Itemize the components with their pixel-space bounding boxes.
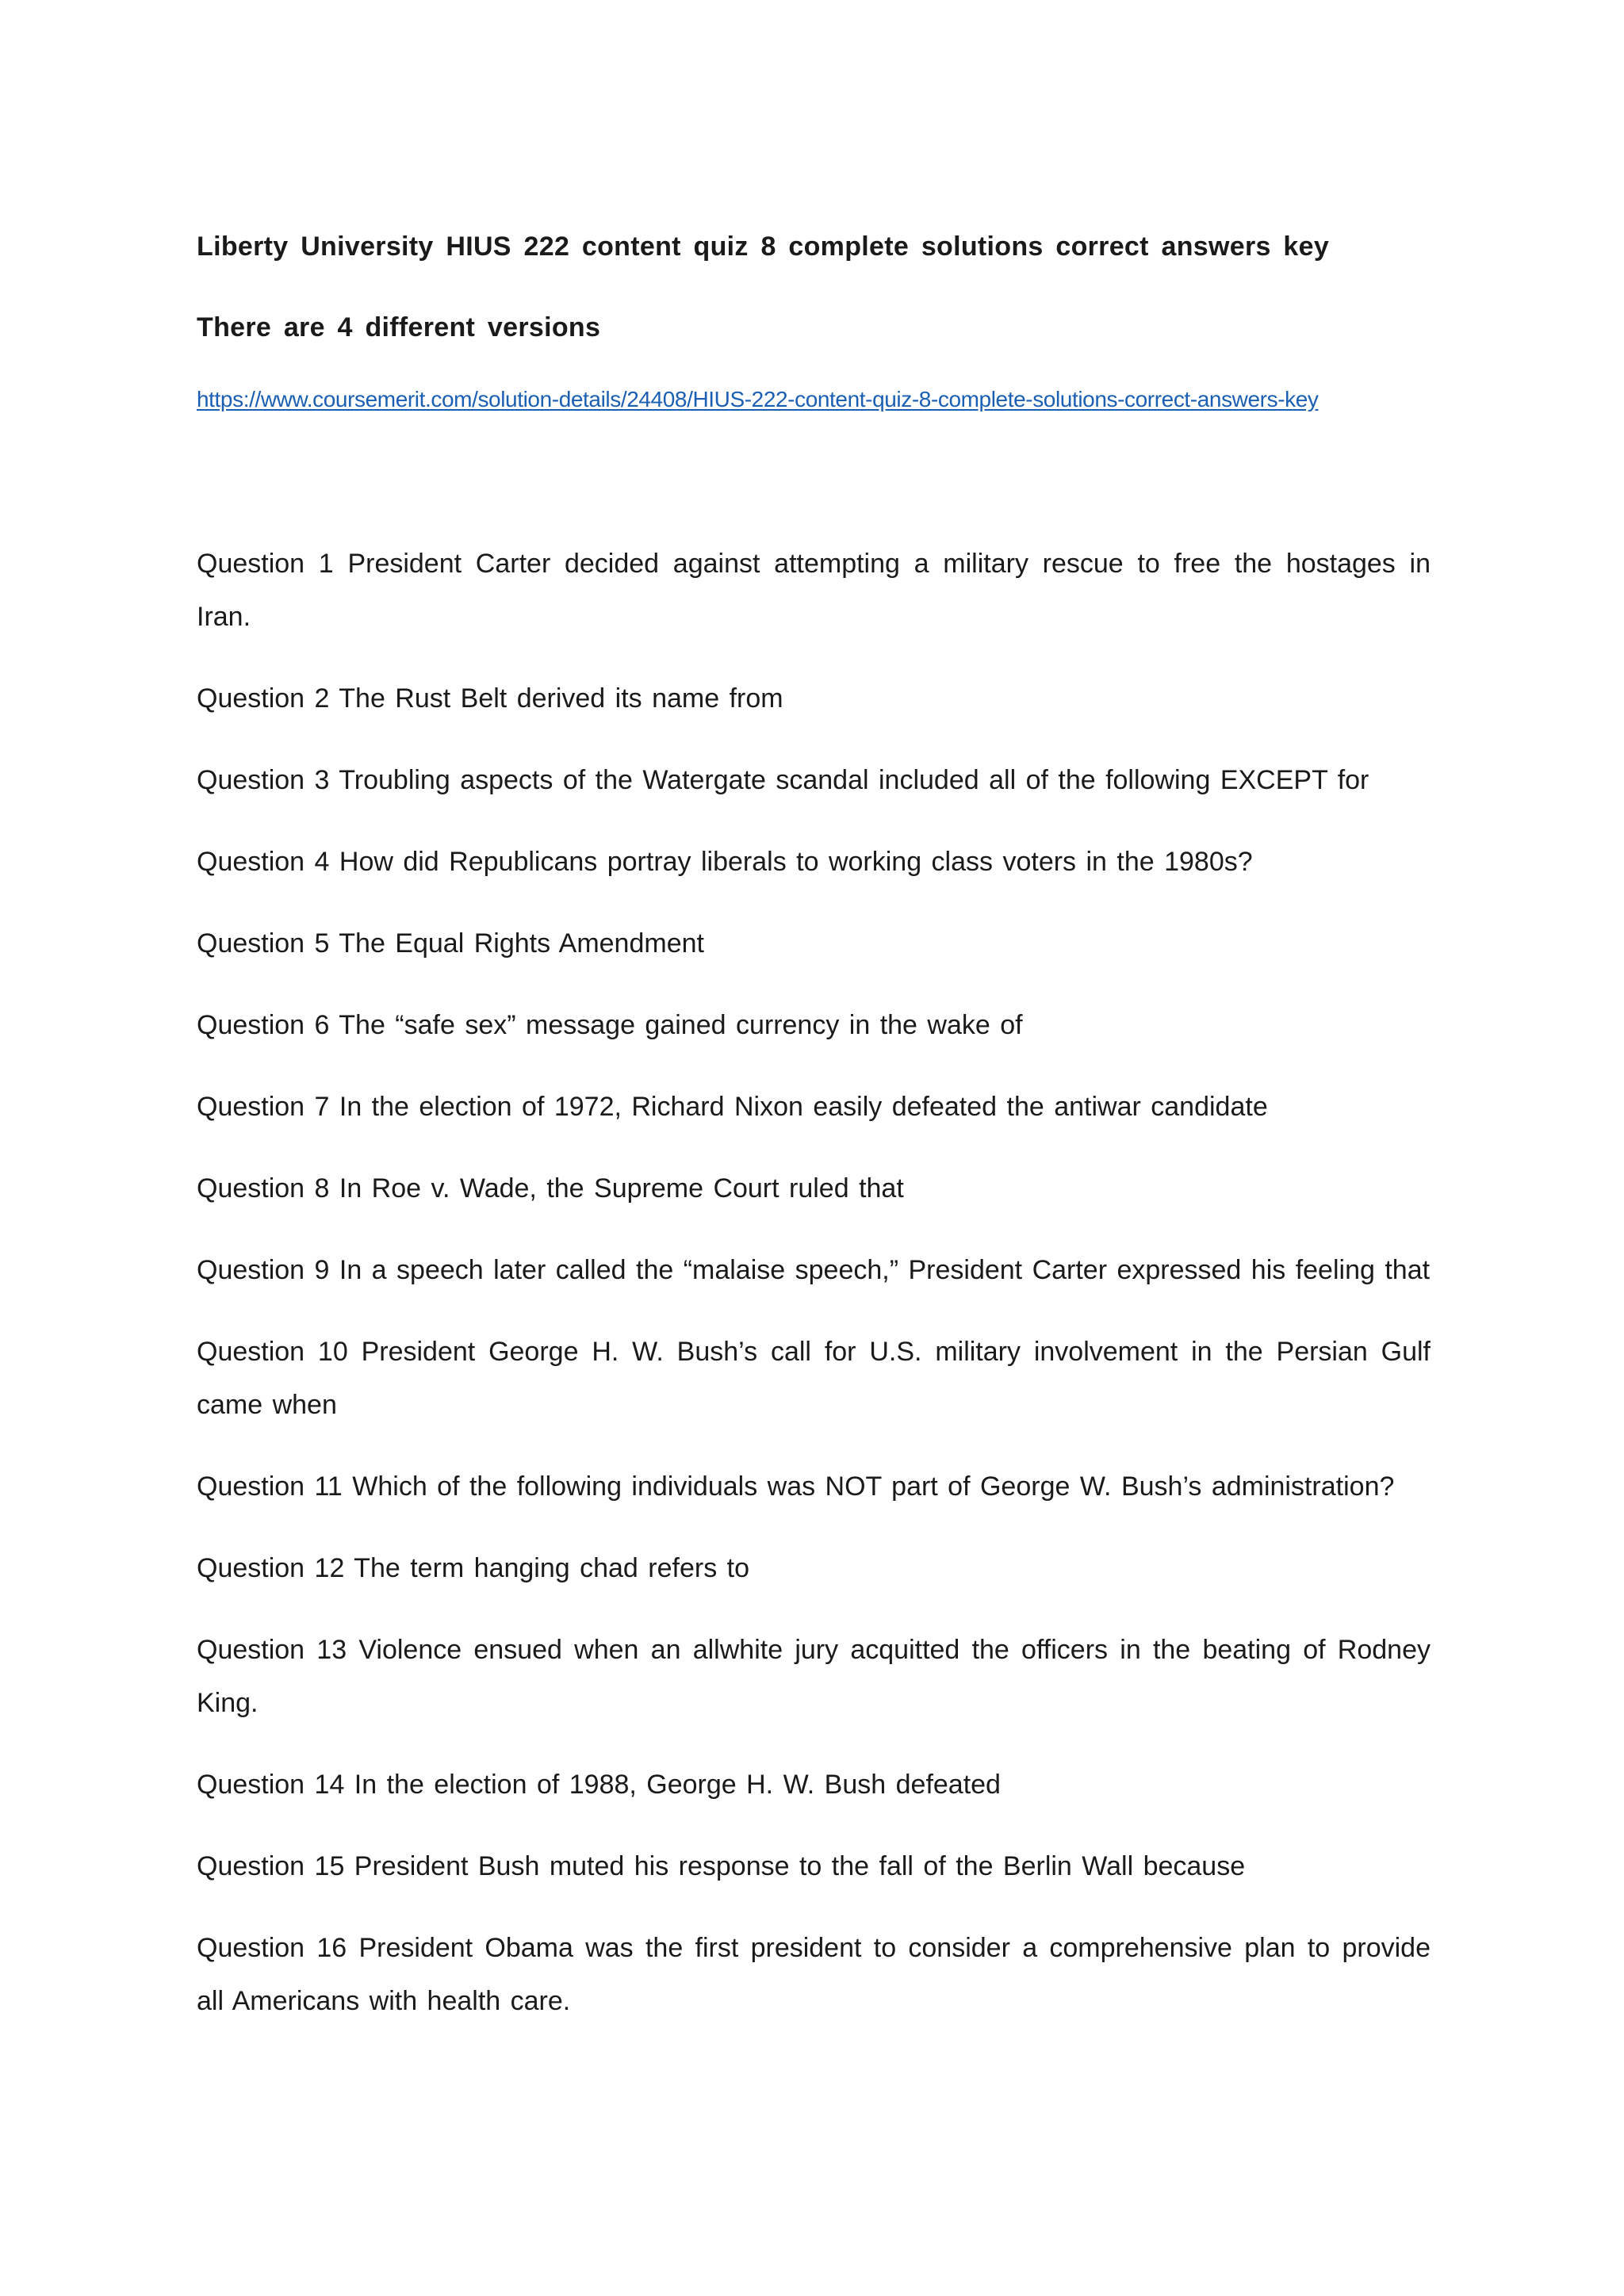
- question-item-13: Question 13 Violence ensued when an allwhite jury acquitted the officers in the beating of Rodney King.: [197, 1635, 1431, 1718]
- solution-link[interactable]: https://www.coursemerit.com/solution-details/24408/HIUS-222-content-quiz-8-complete-solutions-correct-answers-key: [197, 387, 1319, 411]
- question-item-7: Question 7 In the election of 1972, Richard Nixon easily defeated the antiwar candidate: [197, 1092, 1268, 1122]
- question-item-3: Question 3 Troubling aspects of the Watergate scandal included all of the following EXCEPT for: [197, 765, 1369, 795]
- question-item-6: Question 6 The “safe sex” message gained currency in the wake of: [197, 1010, 1023, 1040]
- question-item-12: Question 12 The term hanging chad refers to: [197, 1553, 749, 1583]
- question-item-11: Question 11 Which of the following individuals was NOT part of George W. Bush’s administration?: [197, 1471, 1395, 1502]
- question-item-14: Question 14 In the election of 1988, George H. W. Bush defeated: [197, 1770, 1001, 1800]
- question-item-4: Question 4 How did Republicans portray liberals to working class voters in the 1980s?: [197, 847, 1253, 877]
- question-item-1: Question 1 President Carter decided against attempting a military rescue to free the hostages in Iran.: [197, 549, 1431, 632]
- question-list: [197, 538, 1431, 2028]
- document-subtitle: There are 4 different versions: [197, 312, 601, 342]
- question-item-5: Question 5 The Equal Rights Amendment: [197, 928, 704, 959]
- document-content: [197, 230, 1431, 2057]
- question-item-9: Question 9 In a speech later called the “malaise speech,” President Carter expressed his feeling that: [197, 1255, 1431, 1285]
- question-item-2: Question 2 The Rust Belt derived its name from: [197, 683, 783, 714]
- question-item-16: Question 16 President Obama was the first president to consider a comprehensive plan to provide all Americans with health care.: [197, 1933, 1431, 2016]
- document-title: Liberty University HIUS 222 content quiz 8 complete solutions correct answers key: [197, 232, 1330, 262]
- question-item-8: Question 8 In Roe v. Wade, the Supreme Court ruled that: [197, 1173, 904, 1203]
- question-item-10: Question 10 President George H. W. Bush’s call for U.S. military involvement in the Persian Gulf came when: [197, 1337, 1431, 1420]
- question-item-15: Question 15 President Bush muted his response to the fall of the Berlin Wall because: [197, 1851, 1246, 1881]
